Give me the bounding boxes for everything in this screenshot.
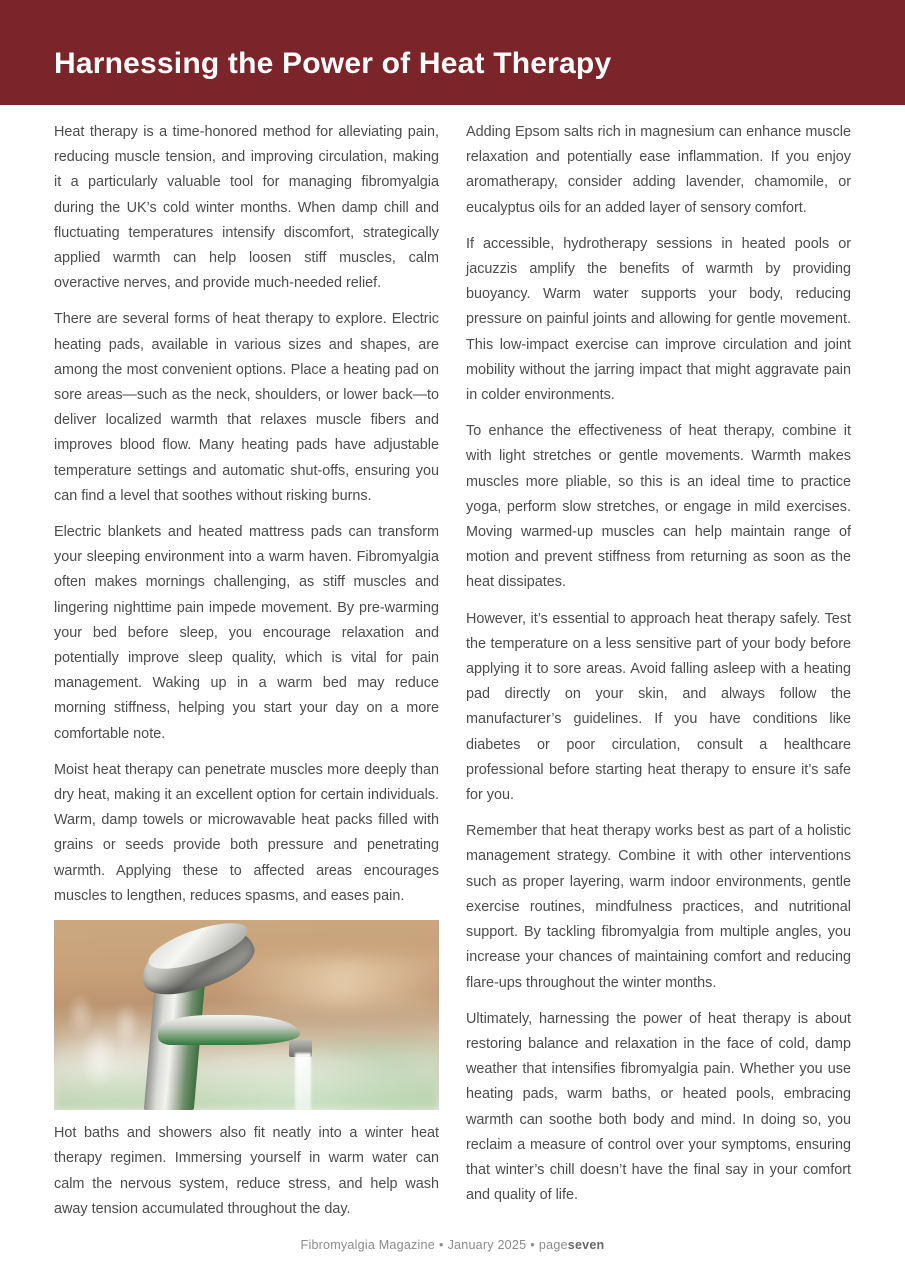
paragraph: If accessible, hydrotherapy sessions in heated pools or jacuzzis amplify the benefits of warmth by providing buoyancy. Warm water supports your body, reducing pressure on painful joints and allowing for gentle movement. This low-impact exercise can improve circulation and joint mobility without the jarring impact that might aggravate pain in colder environments. (466, 235, 851, 404)
photo-steam-wisps (62, 992, 154, 1102)
footer-issue-date: January 2025 (447, 1238, 527, 1252)
water-stream (295, 1053, 311, 1110)
paragraph: Moist heat therapy can penetrate muscles more deeply than dry heat, making it an excellent option for certain individuals. Warm, damp towels or microwavable heat packs filled with grains or seeds provide both pressure and penetrating warmth. Applying these to affected areas encourages muscles to lengthen, reduces spasms, and eases pain. (54, 761, 439, 904)
footer-publication: Fibromyalgia Magazine (300, 1238, 435, 1252)
article-header-banner (0, 0, 905, 105)
footer-separator: • (530, 1238, 535, 1252)
page-title: Harnessing the Power of Heat Therapy (54, 47, 612, 80)
paragraph: Heat therapy is a time-honored method for alleviating pain, reducing muscle tension, and improving circulation, making it a particularly valuable tool for managing fibromyalgia during the UK’s cold winter months. When damp chill and fluctuating temperatures intensify discomfort, strategically applied warmth can help loosen stiff muscles, calm overactive nerves, and provide much-needed relief. (54, 124, 439, 292)
right-column (466, 120, 851, 1222)
paragraph: Remember that heat therapy works best as part of a holistic management strategy. Combine it with other interventions such as proper layering, warm indoor environments, gentle exercise routines, mindfulness practices, and nutritional support. By tackling fibromyalgia from multiple angles, you increase your chances of maintaining comfort and reducing flare-ups throughout the winter months. (466, 823, 851, 991)
page-footer (0, 1238, 905, 1252)
faucet-steam-photo (54, 920, 439, 1110)
paragraph: However, it’s essential to approach heat therapy safely. Test the temperature on a less sensitive part of your body before applying it to sore areas. Avoid falling asleep with a heating pad directly on your skin, and always follow the manufacturer’s guidelines. If you have conditions like diabetes or poor circulation, consult a healthcare professional before starting heat therapy to ensure it’s safe for you. (466, 610, 851, 804)
left-column (54, 120, 439, 1222)
paragraph: Electric blankets and heated mattress pads can transform your sleeping environment into a warm haven. Fibromyalgia often makes mornings challenging, as stiff muscles and lingering nighttime pain impede movement. By pre-warming your bed before sleep, you encourage relaxation and potentially improve sleep quality, which is vital for pain management. Waking up in a warm bed may reduce morning stiffness, helping you start your day on a more comfortable note. (54, 524, 439, 742)
paragraph: Ultimately, harnessing the power of heat therapy is about restoring balance and relaxation in the face of cold, damp weather that intensifies fibromyalgia pain. Whether you use heating pads, warm baths, or heated pools, embracing warmth can soothe both body and mind. In doing so, you reclaim a measure of control over your symptoms, ensuring that winter’s chill doesn’t have the final say in your comfort and quality of life. (466, 1010, 851, 1204)
paragraph: Adding Epsom salts rich in magnesium can enhance muscle relaxation and potentially ease inflammation. If you enjoy aromatherapy, consider adding lavender, chamomile, or eucalyptus oils for an added layer of sensory comfort. (466, 124, 851, 216)
paragraph: To enhance the effectiveness of heat therapy, combine it with light stretches or gentle movements. Warmth makes muscles more pliable, so this is an ideal time to practice yoga, perform slow stretches, or engage in mild exercises. Moving warmed-up muscles can help maintain range of motion and prevent stiffness from returning as soon as the heat dissipates. (466, 423, 851, 591)
paragraph: There are several forms of heat therapy to explore. Electric heating pads, available in various sizes and shapes, are among the most convenient options. Place a heating pad on sore areas—such as the neck, shoulders, or lower back—to deliver localized warmth that relaxes muscle fibers and improves blood flow. Many heating pads have adjustable temperature settings and automatic shut-offs, ensuring you can find a level that soothes without risking burns. (54, 311, 439, 504)
footer-page-label: page (538, 1238, 568, 1252)
photo-wall-highlight (223, 958, 439, 1007)
footer-page-number: seven (567, 1238, 605, 1252)
footer-separator: • (438, 1238, 444, 1252)
article-body (54, 120, 851, 1222)
paragraph: Hot baths and showers also fit neatly into a winter heat therapy regimen. Immersing yourself in warm water can calm the nervous system, reduce stress, and help wash away tension accumulated throughout the day. (54, 1125, 439, 1217)
faucet-spout (158, 1015, 300, 1045)
